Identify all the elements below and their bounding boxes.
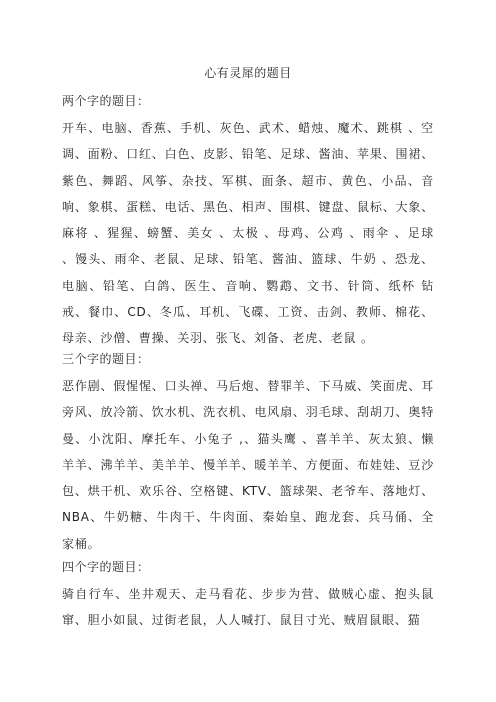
section-body-two-char: 开车、电脑、香蕉、手机、灰色、武术、蜡烛、魔术、跳棋 、空调、面粉、口红、白色、皮影、铅笔、足球、酱油、苹果、围裙、紫色、舞蹈、风筝、杂技、军棋、面条、超市、黄色、小品、音响、象棋、蛋糕、电话、黑色、相声、围棋、键盘、鼠标、大象、麻将 、猩猩、螃蟹、美女 、太极 、母鸡、公鸡 、雨伞 、足球 、馒头、雨伞、老鼠、足球、铅笔、酱油、篮球、牛奶 、恐龙、电脑、铅笔、白鸽、医生、音响、鹦鹉、文书、针筒、纸杯 钻戒、餐巾、CD、冬瓜、耳机、飞碟、工资、击剑、教师、棉花、母亲、沙僧、曹操、关羽、张飞、刘备、老虎、老鼠 。 — [62, 121, 434, 346]
section-heading-three-char: 三个字的题目： — [62, 352, 150, 366]
section-heading-four-char: 四个字的题目： — [62, 560, 150, 574]
section-body-four-char: 骑自行车、坐井观天、走马看花、步步为营、做贼心虚、抱头鼠窜、胆小如鼠、过街老鼠，人人喊打、鼠目寸光、贼眉鼠眼、猫 — [62, 587, 434, 628]
section-body-three-char: 恶作剧、假惺惺、口头禅、马后炮、替罪羊、下马威、笑面虎、耳旁风、放冷箭、饮水机、洗衣机、电风扇、羽毛球、刮胡刀、奥特曼、小沈阳、摩托车、小兔子 ,、猫头鹰 、喜羊羊、灰太狼、懒羊羊、沸羊羊、美羊羊、慢羊羊、暖羊羊、方便面、布娃娃、豆沙包、烘干机、欢乐谷、空格键、KTV、篮球架、老爷车、落地灯、NBA、牛奶糖、牛肉干、牛肉面、秦始皇、跑龙套、兵马俑、全家桶。 — [62, 379, 434, 551]
page-title: 心有灵犀的题目 — [204, 66, 292, 80]
section-heading-two-char: 两个字的题目： — [62, 94, 150, 108]
